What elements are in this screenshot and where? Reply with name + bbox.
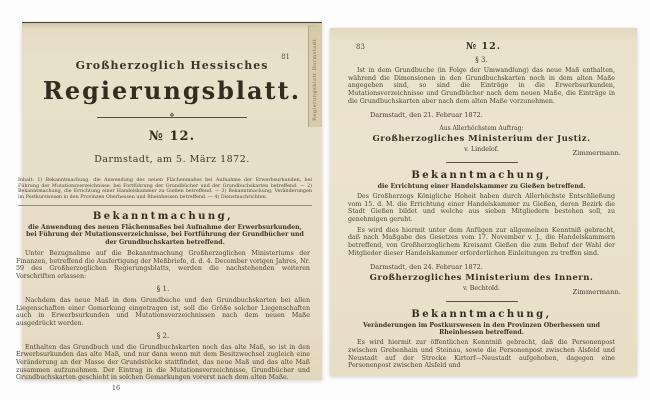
section3-label: § 3. bbox=[475, 56, 488, 64]
announcement2-subject: die Errichtung einer Handelskammer zu Gießen betreffend. bbox=[377, 182, 586, 190]
left-page-body bbox=[16, 211, 310, 392]
signature-block-2 bbox=[348, 272, 621, 296]
table-of-contents: Inhalt: 1) Bekanntmachung, die Anwendung des neuen Flächenmaßes bei Aufnahme der Erwerbsurkunden, bei Führung der Mutationsverzeichnisse, bei Fortführung der Grundbücher und der Grundbuchskarten betreffend. — 2) Bekanntmachung, die Errichtung einer Handelskammer zu Gießen betreffend. — 3) Bekanntmachung, Veränderungen im Postkurswesen in den Provinzen Oberhessen und Rheinhessen betreffend. — 4) Dienstnachrichten. bbox=[18, 178, 312, 206]
announcement3-heading: Bekanntmachung, bbox=[411, 308, 552, 320]
announcement2-heading: Bekanntmachung, bbox=[411, 169, 552, 181]
section2-text: Enthalten das Grundbuch und die Grundbuchskarten noch das alte Maß, so ist in den Erwerbsurkunden das alte Maß, und nur dann wenn mit dem Besitzwechsel zugleich eine Veränderung an der Masse der Grundstücke stattfindet, das neue Maß und das alte Maß zusammen aufzunehmen. Der Eintrag in die Mutationsverzeichnisse, Grundbücher und Grundbuchskarten geschieht in solchen Gemarkungen vorerst nach dem alten Maße. bbox=[16, 343, 310, 382]
issue-number: № 12. bbox=[148, 129, 196, 144]
signer-1: v. Lindelof. bbox=[464, 145, 499, 153]
section-divider-2 bbox=[446, 301, 518, 302]
book-spine-edge bbox=[308, 25, 322, 127]
signer-2: v. Bechtold. bbox=[462, 284, 501, 292]
signature-block-1 bbox=[348, 124, 621, 157]
authority1-preline: Aus Allerhöchstem Auftrag: bbox=[439, 124, 524, 132]
ornament-icon: ❖ bbox=[169, 112, 175, 119]
authority2-name: Großherzogliches Ministerium des Innern. bbox=[369, 272, 594, 283]
section3-text: Ist in dem Grundbuche (in Folge der Umwandlung) das neue Maß enthalten, während die Dimensionen in den Grundbuchskarten noch in dem alten Maße angegeben sind, so sind die Einträge in die Erwerbsurkunden, Mutationsverzeichnisse und Grundbücher nach dem neuen Maße, die Einträge in die Grundbuchskarten aber nach dem alten Maße vorzunehmen. bbox=[348, 67, 615, 105]
section2-label: § 2. bbox=[156, 331, 170, 340]
announcement3-para1: Es wird hiermit zur öffentlichen Kenntniß gebracht, daß die Personenpost zwischen Grebenhain und Steinau, sowie die Personenpost zwischen Alsfeld und Neustadt auf der Strecke Kirtorf—Neustadt aufgehoben, dagegen eine Personenpost zwischen Alsfeld und bbox=[348, 339, 615, 370]
authority1-name: Großherzogliches Ministerium der Justiz. bbox=[372, 133, 591, 144]
ornament-divider bbox=[97, 112, 247, 120]
section-divider-1 bbox=[446, 162, 518, 163]
announcement3-subject: Veränderungen im Postkurswesen in den Provinzen Oberhessen und Rheinhessen betreffend. bbox=[363, 321, 600, 336]
announcement1-heading: Bekanntmachung, bbox=[92, 210, 234, 222]
masthead-subtitle: Großherzoglich Hessisches bbox=[75, 59, 269, 72]
gazette-page-left bbox=[16, 22, 322, 393]
countersigner-2: Zimmermann. bbox=[572, 287, 621, 296]
announcement2-para1: Des Großherzogs Königliche Hoheit haben durch Allerhöchste Entschließung vom 15. d. M. die Errichtung einer Handelskammer zu Gießen, deren Bezirk die Stadt Gießen bildet und welche aus sieben Mitgliedern bestehen soll, zu genehmigen geruht. bbox=[348, 192, 615, 224]
section1-text: Nachdem das neue Maß in dem Grundbuche und den Grundbuchskarten bei allen Liegenschaften einer Gemarkung eingetragen ist, soll die Größe solcher Liegenschaften auch in Erwerbsurkunden und Mutationsverzeichnissen nach dem neuen Maße ausgedrückt werden. bbox=[16, 296, 310, 327]
gazette-page-right bbox=[330, 28, 637, 376]
page-number-right: 83 bbox=[356, 43, 365, 51]
running-head: № 12. bbox=[465, 41, 502, 52]
announcement2-para2: Es wird dies hiermit unter dem Anfügen zur allgemeinen Kenntniß gebracht, daß nach Maßgabe des Gesetzes vom 17. November v. J., die Handelskammern betreffend, von Großherzoglichem Kreisamt Gießen die zum Behuf der Wahl der Mitglieder dieser Handelskammer erforderlichen Einleitungen zu treffen sind. bbox=[348, 226, 615, 257]
dateline-2: Darmstadt, den 24. Februar 1872. bbox=[370, 262, 483, 271]
dateline-1: Darmstadt, den 21. Februar 1872. bbox=[370, 110, 483, 119]
countersigner-1: Zimmermann. bbox=[572, 148, 621, 157]
spine-edge-text: Regierungsblatt Darmstadt bbox=[312, 39, 318, 121]
announcement1-subject: die Anwendung des neuen Flächenmaßes bei Aufnahme der Erwerbsurkunden, bei Führung der Mutationsverzeichnisse, bei Fortführung der Grundbücher und der Grundbuchskarten betreffend. bbox=[26, 223, 304, 246]
right-page-body bbox=[348, 56, 621, 370]
section1-label: § 1. bbox=[156, 284, 170, 293]
page-number-left: 81 bbox=[281, 53, 290, 61]
masthead-title: Regierungsblatt. bbox=[42, 76, 302, 105]
issue-dateline: Darmstadt, am 5. März 1872. bbox=[94, 154, 250, 165]
sheet-signature-mark: 16 bbox=[111, 384, 121, 393]
announcement1-intro: Unter Bezugnahme auf die Bekanntmachung Großherzoglichen Ministeriums der Finanzen, betreffend die Ausfertigung der Meßbriefe, d. d. 4. December vorigen Jahres, Nr. 59 des Großherzoglichen Regierungsblatts, werden die nachstehenden weiteren Vorschriften erlassen: bbox=[16, 250, 310, 281]
